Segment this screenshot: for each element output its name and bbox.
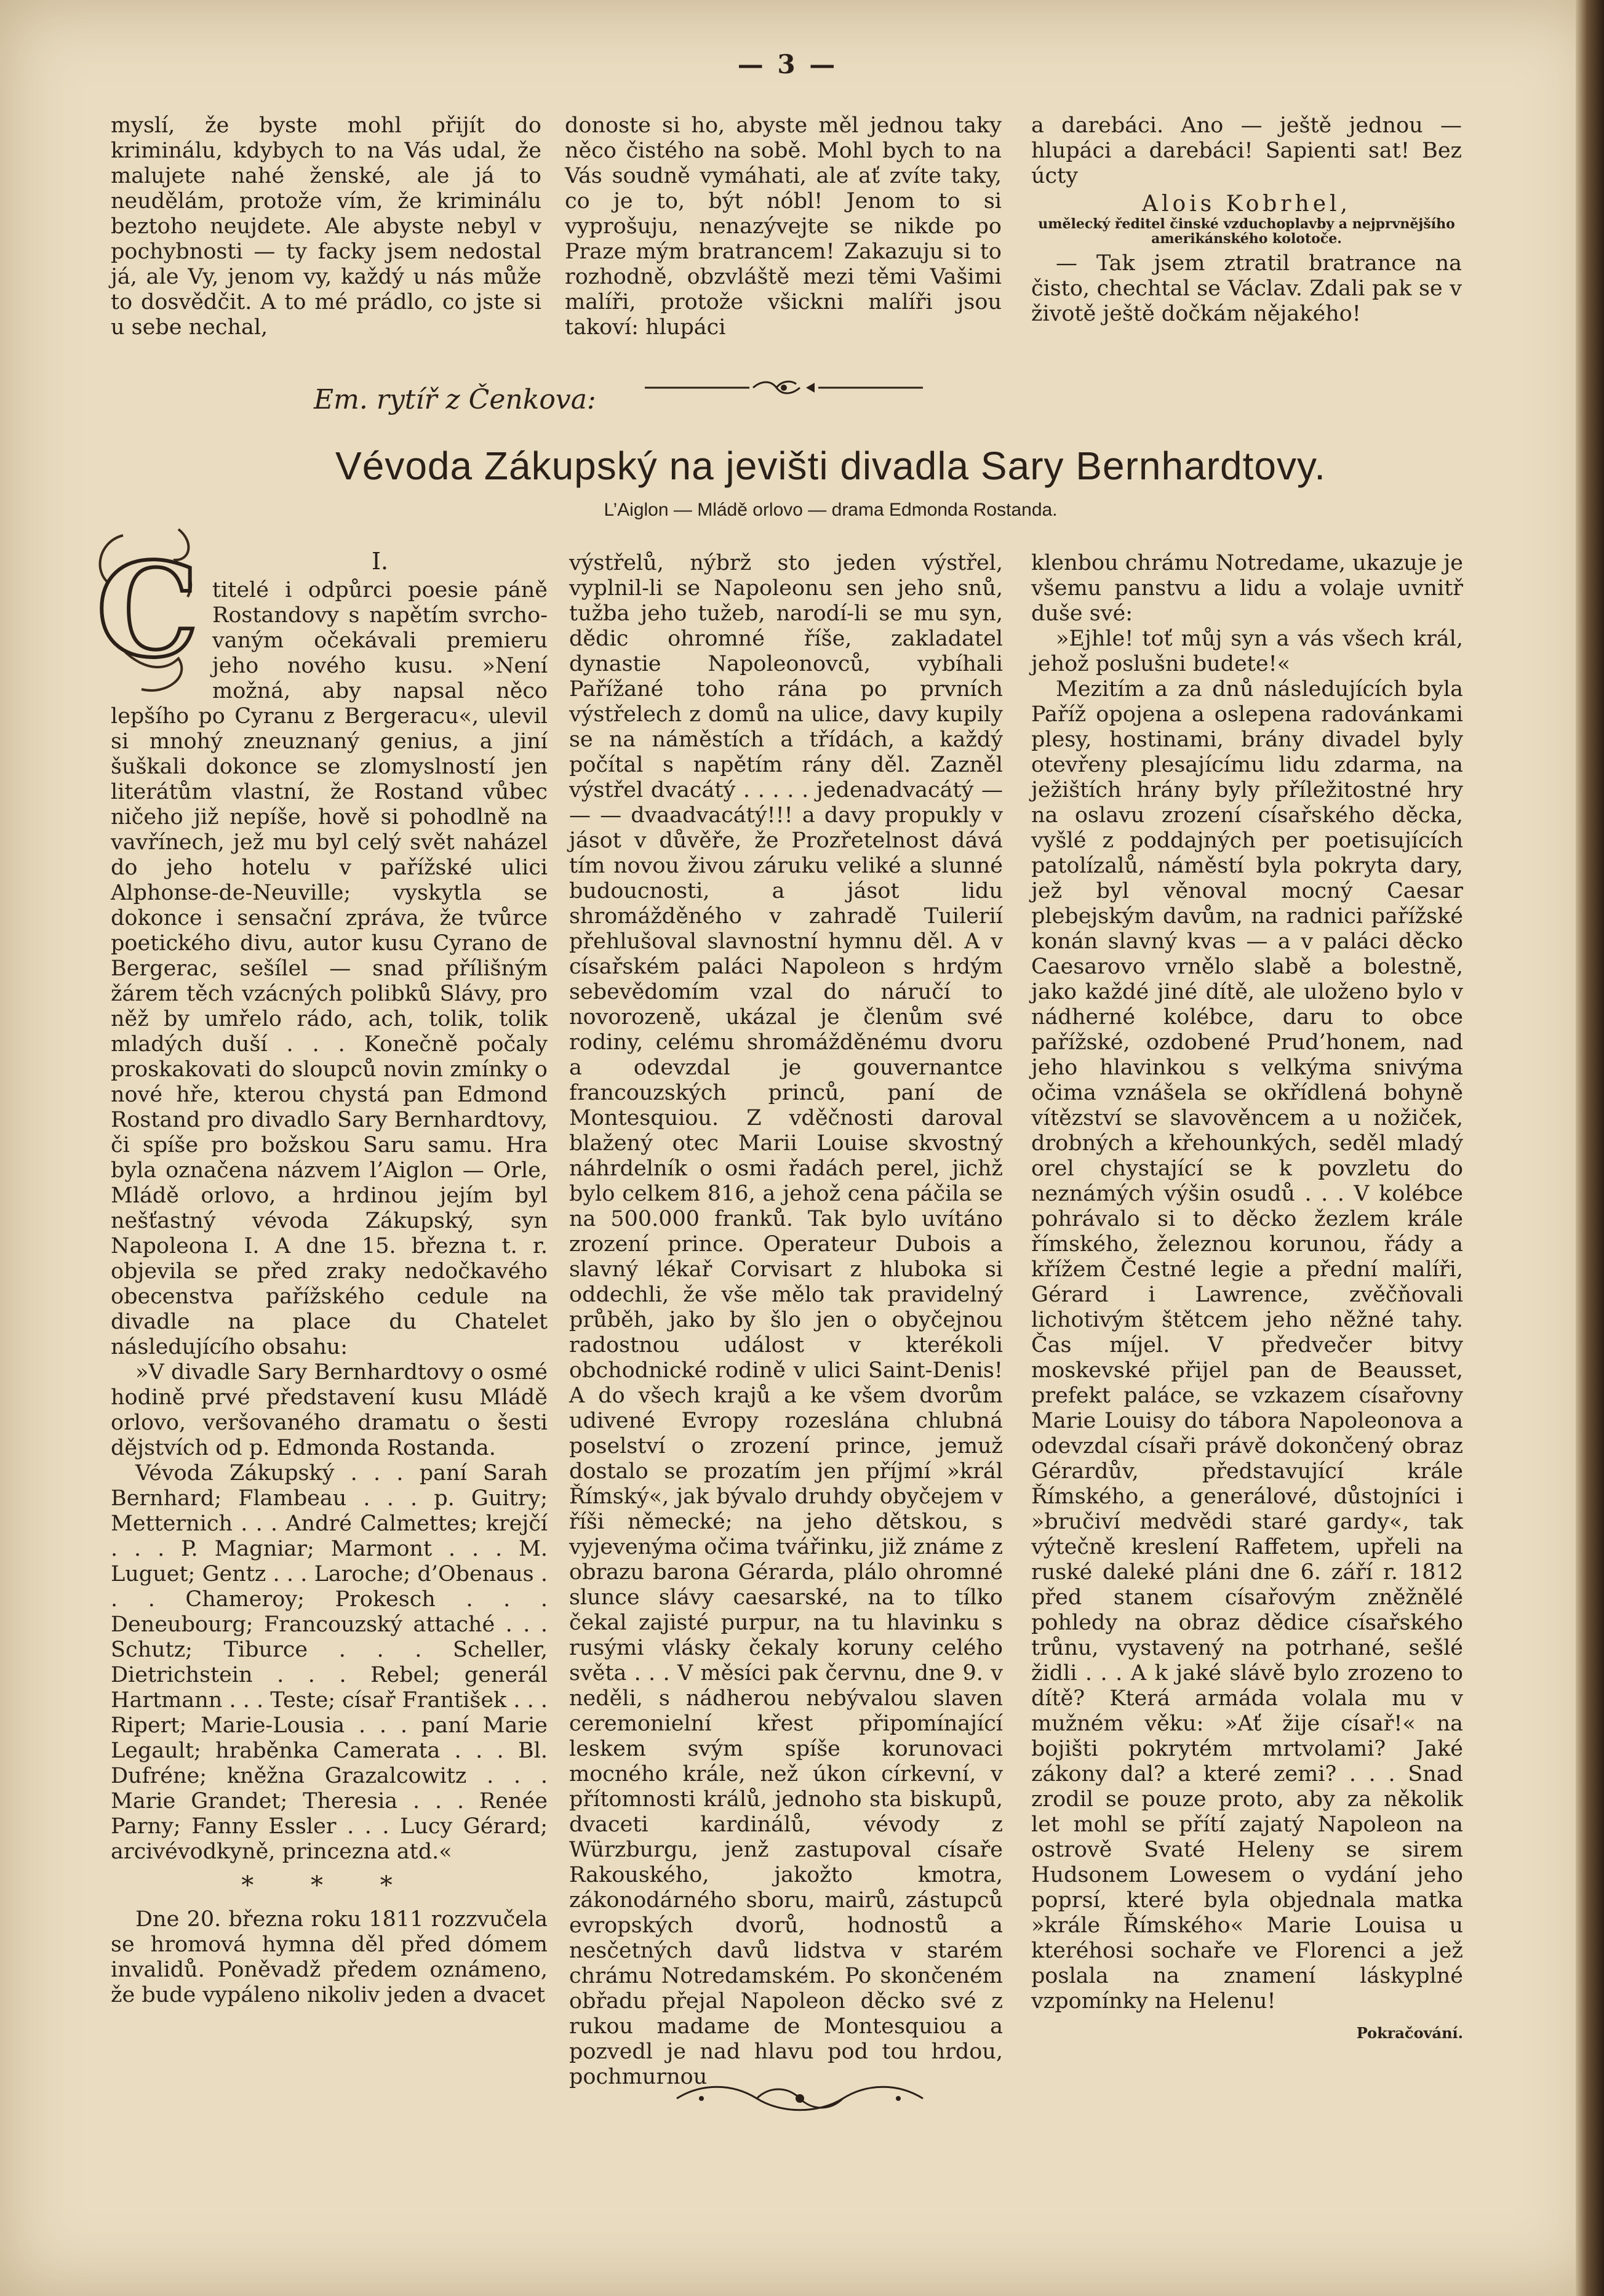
- article-paragraph: klenbou chrámu Notredame, ukazuje je všemu panstvu a lidu a volaje uvnitř duše své:: [1031, 551, 1463, 626]
- article-paragraph: »V divadle Sary Bernhardtovy o osmé hodině prvé představení kusu Mládě orlovo, veršovaného dramatu o šesti dějstvích od p. Edmonda Rostanda.: [111, 1360, 548, 1460]
- article-subtitle: L’Aiglon — Mládě orlovo — drama Edmonda Rostanda.: [604, 500, 1058, 520]
- ornament-tailpiece-icon: [664, 2080, 935, 2117]
- letter-text: a darebáci. Ano — ještě jednou — hlupáci a darebáci! Sapienti sat! Bez úcty: [1031, 113, 1462, 188]
- letter-column-3: [1031, 113, 1462, 327]
- letter-closing: — Tak jsem ztratil bratrance na čisto, chechtal se Václav. Zdali pak se v životě ještě dočkám nějakého!: [1031, 251, 1462, 326]
- page-number: — 3 —: [737, 49, 838, 79]
- article-column-1: [96, 534, 548, 2008]
- binding-gutter: [1576, 0, 1604, 2296]
- article-paragraph: titelé i odpůrci poesie páně Rostandovy s napětím svrchovaným očekávali premieru jeho nového kusu. »Není možná, aby napsal něco lepšího po Cyranu z Bergeracu«, ulevil si mnohý zneuznaný genius, a jiní šuškali dokonce se zlomyslností jen literátům vlastní, že Rostand vůbec ničeho již nepíše, hově si pohodlně na vavřínech, jež mu byl celý svět naházel do jeho hotelu v pařížské ulici Alphonse-de-Neuville; vyskytla se dokonce i sensační zpráva, že tvůrce poetického divu, autor kusu Cyrano de Bergerac, sešílel — snad přílišným žárem těch vzácných polibků Slávy, pro něž by umřelo rádo, ach, tolik, tolik mladých duší . . . Konečně počaly proskakovati do sloupců novin zmínky o nové hře, kterou chystá pan Edmond Rostand pro divadlo Sary Bernhardtovy, či spíše pro božskou Saru samu. Hra byla označena názvem l’Aiglon — Orle, Mládě orlovo, a hrdinou jejím byl nešťastný vévoda Zákupský, syn Napoleona I. A dne 15. března t. r. objevila se před zraky nedočkavého obecenstva pařížského cedule na divadle na place du Chatelet následujícího obsahu:: [111, 578, 548, 1359]
- article-quote: »Ejhle! toť můj syn a vás všech král, jehož poslušni budete!«: [1031, 626, 1463, 676]
- letter-text: myslí, že byste mohl přijít do kriminálu, kdybych to na Vás udal, že malujete nahé ženské, ale já to neudělám, protože vím, že kriminálu beztoho neujdete. Ale abyste nebyl v pochybnosti — ty facky jsem nedostal já, ale Vy, jenom vy, každý u nás může to dosvědčit. A to mé prádlo, co jste si u sebe nechal,: [111, 113, 541, 340]
- cast-list: Vévoda Zákupský . . . paní Sarah Bernhard; Flambeau . . . p. Guitry; Metternich . . . André Calmettes; krejčí . . . P. Magniar; Marmont . . . M. Luguet; Gentz . . . Laroche; d’Obenaus . . . Chameroy; Prokesch . . . Deneubourg; Francouzský attaché . . . Schutz; Tiburce . . . Scheller, Dietrichstein . . . Rebel; generál Hartmann . . . Teste; císař František . . . Ripert; Marie-Lousia . . . paní Marie Legault; hraběnka Camerata . . . Bl. Dufréne; kněžna Grazalcowitz . . . Marie Grandet; Theresia . . . Renée Parny; Fanny Essler . . . Lucy Gérard; arcivévodkyně, princezna atd.«: [111, 1461, 548, 1864]
- signature-role: umělecký ředitel činské vzduchoplavby a nejprvnějšího amerikánského kolotoče.: [1038, 216, 1455, 247]
- letter-signature: Alois Kobrhel,: [1142, 191, 1351, 217]
- article-paragraph: Mezitím a za dnů následujících byla Paříž opojena a oslepena radovánkami plesy, hostinami, brány divadel byly otevřeny plesajícímu lidu zdarma, na ježištích hrány byly příležitostné hry na oslavu zrození císařského děcka, vyšlé z poddajných per poetisujících patolízalů, náměstí byla pokryta dary, jež byl věnoval mocný Caesar plebejským davům, na radnici pařížské konán slavný kvas — a v paláci děcko Caesarovo vrnělo slabě a bolestně, jako každé jiné dítě, ale uloženo bylo v nádherné kolébce, daru to obce pařížské, ozdobené Prud’honem, nad jeho hlavinkou s velkýma snivýma očima vznášela se okřídlená bohyně vítězství se slavověncem a u nožiček, drobných a křehounkých, seděl mladý orel chystající se k povzletu do neznámých výšin osudů . . . V kolébce pohrávalo si to děcko žezlem krále římského, železnou korunou, řády a křížem Čestné legie a přední malíři, Gérard i Lawrence, zvěčňovali lichotivým štětcem jeho něžné tahy. Čas míjel. V předvečer bitvy moskevské přijel pan de Beausset, prefekt paláce, se vzkazem císařovny Marie Louisy do tábora Napoleonova a odevzdal císaři právě dokončený obraz Gérardův, představující krále Římského, a generálové, důstojníci i »bručiví medvědi staré gardy«, tak výtečně kreslení Raffetem, upřeli na ruské daleké pláni dne 6. září r. 1812 před stanem císařovým zněžnělé pohledy na obraz dědice císařského trůnu, vystavený na potrhané, sešlé židli . . . A k jaké slávě bylo zrozeno to dítě? Která armáda volala mu v mužném věku: »Ať žije císař!« na bojišti pokrytém mrtvolami? Jaké zákony dal? a které zemi? . . . Snad zrodil se pouze proto, aby za několik let mohl se přítí zajatý Napoleon na ostrově Svaté Heleny se sirem Hudsonem Lowesem o vydání jeho poprsí, které byla objednala matka »krále Římského« Marie Louisa u kteréhosi sochaře ve Florenci a jež poslala na znamení láskyplné vzpomínky na Helenu!: [1031, 677, 1463, 2014]
- dropcap: [86, 517, 206, 702]
- ornament-divider-icon: [645, 377, 923, 399]
- letter-text: donoste si ho, abyste měl jednou taky něco čistého na sobě. Mohl bych to na Vás soudně vymáhati, ale ať zvíte taky, co je to, být nóbl! Jenom to si vyprošuju, nenazývejte se nikde po Praze mým bratrancem! Zakazuju si to rozhodně, obzvláště mezi těmi Vašimi malíři, protože všickni malíři jsou takoví: hlupáci: [565, 113, 1002, 340]
- letter-column-1: [111, 113, 541, 340]
- article-title: Vévoda Zákupský na jevišti divadla Sary Bernhardtovy.: [335, 444, 1326, 488]
- article-paragraph: výstřelů, nýbrž sto jeden výstřel, vyplnil-li se Napoleonu sen jeho snů, tužba jeho tužeb, narodí-li se mu syn, dědic ohromné říše, zakladatel dynastie Napoleonovců, vybíhali Pařížané toho rána po prvních výstřelech z domů na ulice, davy kupily se na náměstích a třídách, a každý počítal s napětím rány děl. Zazněl výstřel dvacátý . . . . . jedenadvacátý — — — dvaadvacátý!!! a davy propukly v jásot v důvěře, že Prozřetelnost dává tím novou živou záruku veliké a slunné budoucnosti, a jásot lidu shromážděného v zahradě Tuilerií přehlušoval slavnostní hymnu děl. A v císařském paláci Napoleon s hrdým sebevědomím vzal do náručí to novorozeně, ukázal je členům své rodiny, celému shromážděnému dvoru a odevzdal je gouvernantce francouzských princů, paní de Montesquiou. Z vděčnosti daroval blažený otec Marii Louise skvostný náhrdelník o osmi řadách perel, jichž bylo celkem 816, a jehož cena páčila se na 500.000 franků. Tak bylo uvítáno zrození prince. Operateur Dubois a slavný lékař Corvisart z hluboka si oddechli, že vše mělo tak pravidelný průběh, jako by šlo jen o obyčejnou radostnou událost v kterékoli obchodnické rodině v ulici Saint-Denis! A do všech krajů a ke všem dvorům udivené Evropy rozeslána chlubná poselství o zrození prince, jemuž dostalo se prozatím jen příjmí »král Římský«, jak bývalo druhdy obyčejem v říši německé; na jeho dětskou, s vyjevenýma očima tvářinku, již známe z obrazu barona Gérarda, plálo ohromné slunce slávy caesarské, na to tílko čekal zajisté purpur, na tu hlavinku s rusými vlásky čekaly koruny celého světa . . . V měsíci pak červnu, dne 9. v neděli, s nádherou nebývalou slaven ceremonielní křest připomínající leskem svým spíše korunovaci mocného krále, než úkon církevní, v přítomnosti králů, jednoho sta biskupů, dvaceti kardinálů, vévody z Würzburgu, jenž zastupoval císaře Rakouského, jakožto kmotra, zákonodárného sboru, mairů, zástupců evropských dvorů, hodnostů a nesčetných davů lidstva v starém chrámu Notredamském. Po skončeném obřadu přejal Napoleon děcko své z rukou madame de Montesquiou a pozvedl je nad hlavu pod tou hrdou, pochmurnou: [569, 551, 1003, 2089]
- article-column-2: [569, 551, 1003, 2090]
- article-paragraph: Dne 20. března roku 1811 rozzvučela se hromová hymna děl před dómem invalidů. Poněvadž předem oznámeno, že bude vypáleno nikoliv jeden a dvacet: [111, 1907, 548, 2007]
- article-column-3: [1031, 551, 1463, 2046]
- dropcap-flourish-icon: [86, 517, 206, 702]
- continued-note: Pokračování.: [1356, 2024, 1463, 2042]
- article-byline: Em. rytíř z Čenkova:: [314, 384, 596, 415]
- section-break: * * *: [241, 1871, 417, 1900]
- dropcap-letter: C: [96, 534, 199, 686]
- section-number: I.: [371, 548, 389, 575]
- letter-column-2: [565, 113, 1002, 340]
